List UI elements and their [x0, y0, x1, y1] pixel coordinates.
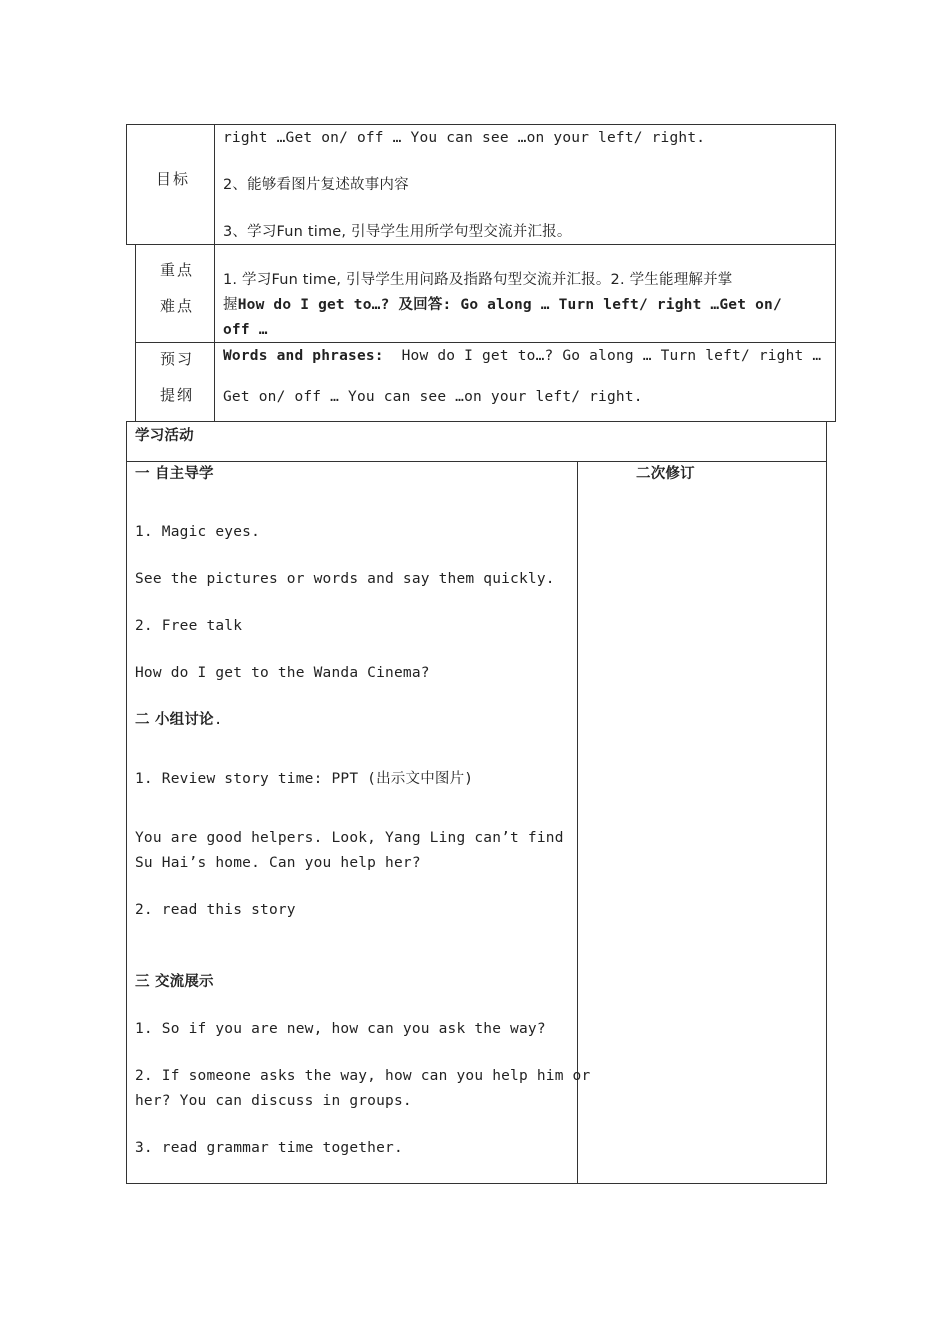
- section-3-item-2-line-1: 2. If someone asks the way, how can you help him or: [135, 1068, 591, 1084]
- preview-line-1: [223, 344, 821, 368]
- key-points-line-2-prefix: 握: [223, 297, 238, 313]
- preview-label-2: 提纲: [160, 386, 195, 404]
- preview-line-2: Get on/ off … You can see …on your left/ right.: [223, 389, 643, 405]
- objectives-divider: [214, 124, 215, 245]
- key-points-line-2-bold: How do I get to…? 及回答: Go along … Turn left/ right …Get on/: [237, 297, 782, 313]
- section-3-item-1: 1. So if you are new, how can you ask the way?: [135, 1021, 546, 1037]
- key-points-label-1: 重点: [160, 261, 195, 279]
- key-points-line-3: off …: [223, 322, 268, 338]
- section-2-item-1: 1. Review story time: PPT (出示文中图片): [135, 771, 474, 787]
- section-2-title: [135, 708, 223, 732]
- preview-divider: [214, 342, 215, 422]
- preview-line-1-bold: Words and phrases:: [223, 348, 384, 364]
- section-2-title-dot: .: [213, 712, 223, 728]
- revision-header: 二次修订: [636, 466, 695, 482]
- preview-line-1-rest: How do I get to…? Go along … Turn left/ right …: [401, 348, 822, 364]
- section-1-item-2-desc: How do I get to the Wanda Cinema?: [135, 665, 430, 681]
- section-1-item-1: 1. Magic eyes.: [135, 524, 261, 540]
- activities-header-row: [126, 421, 827, 462]
- section-2-title-text: 二 小组讨论: [135, 712, 214, 728]
- section-2-item-2: 2. read this story: [135, 902, 296, 918]
- section-1-title: 一 自主导学: [135, 466, 214, 482]
- key-points-line-2: [223, 293, 782, 317]
- section-3-title: 三 交流展示: [135, 974, 214, 990]
- objectives-label: 目标: [156, 170, 191, 188]
- preview-label-1: 预习: [160, 350, 195, 368]
- objectives-line-1: right …Get on/ off … You can see …on your left/ right.: [223, 130, 706, 146]
- key-points-line-1: 1. 学习Fun time, 引导学生用问路及指路句型交流并汇报。2. 学生能理解并掌: [223, 272, 733, 288]
- activities-header: 学习活动: [135, 428, 194, 444]
- key-points-label-2: 难点: [160, 297, 195, 315]
- section-2-para-1-line-1: You are good helpers. Look, Yang Ling can’t find: [135, 830, 564, 846]
- section-2-para-1-line-2: Su Hai’s home. Can you help her?: [135, 855, 421, 871]
- section-1-item-2: 2. Free talk: [135, 618, 243, 634]
- key-points-divider: [214, 244, 215, 343]
- section-1-item-1-desc: See the pictures or words and say them quickly.: [135, 571, 555, 587]
- objectives-line-3: 3、学习Fun time, 引导学生用所学句型交流并汇报。: [223, 224, 572, 240]
- section-3-item-2-line-2: her? You can discuss in groups.: [135, 1093, 412, 1109]
- objectives-line-2: 2、能够看图片复述故事内容: [223, 177, 409, 193]
- section-3-item-3: 3. read grammar time together.: [135, 1140, 403, 1156]
